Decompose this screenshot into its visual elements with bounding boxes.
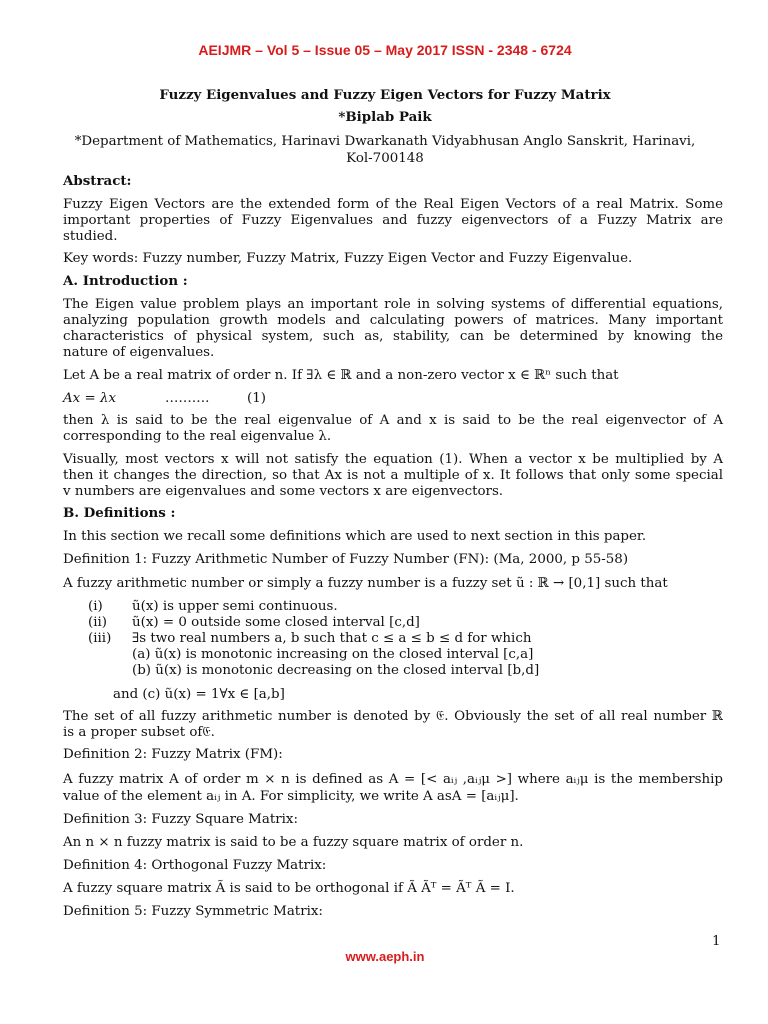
fuzzy-set-text-line: The set of all fuzzy arithmetic number is denoted by 𝔈. Obviously the set of all real number ℝ xyxy=(63,709,723,724)
website-link[interactable]: www.aeph.in xyxy=(345,949,425,964)
intro-paragraph-line: The Eigen value problem plays an important role in solving systems of differential equations, xyxy=(63,297,723,312)
equation-number: (1) xyxy=(247,391,266,406)
definition-4-title: Definition 4: Orthogonal Fuzzy Matrix: xyxy=(63,858,327,873)
list-item-number: (i) xyxy=(88,599,103,614)
list-item-text: ũ(x) = 0 outside some closed interval [c,d] xyxy=(132,615,420,630)
definitions-intro: In this section we recall some definitions which are used to next section in this paper. xyxy=(63,529,647,544)
definition-2-text-line: A fuzzy matrix A of order m × n is defined as A = [< aᵢⱼ ,aᵢⱼμ >] where aᵢⱼμ is the membership xyxy=(63,772,723,787)
abstract-heading: Abstract: xyxy=(63,173,132,189)
definition-3-title: Definition 3: Fuzzy Square Matrix: xyxy=(63,812,298,827)
affiliation-line-2: Kol-700148 xyxy=(346,151,424,166)
definition-1-text: A fuzzy arithmetic number or simply a fuzzy number is a fuzzy set ũ : ℝ → [0,1] such that xyxy=(63,576,668,591)
intro-paragraph-line: Visually, most vectors x will not satisfy the equation (1). When a vector x be multiplied by A xyxy=(63,452,723,467)
intro-paragraph-line: analyzing population growth models and calculating powers of matrices. Many important xyxy=(63,313,723,328)
equation-dots: ………. xyxy=(165,391,210,406)
definitions-heading: B. Definitions : xyxy=(63,505,176,521)
definition-2-text-line: value of the element aᵢⱼ in A. For simplicity, we write A asA = [aᵢⱼμ]. xyxy=(63,789,519,804)
intro-paragraph-line: characteristics of physical system, such as, stability, can be determined by knowing the xyxy=(63,329,723,344)
definition-4-text: A fuzzy square matrix Ã is said to be orthogonal if Ã Ãᵀ = Ãᵀ Ã = I. xyxy=(63,881,515,896)
list-item-c: and (c) ũ(x) = 1∀x ∈ [a,b] xyxy=(113,687,285,702)
definition-5-title: Definition 5: Fuzzy Symmetric Matrix: xyxy=(63,904,323,919)
page-number: 1 xyxy=(712,934,721,949)
list-item-number: (iii) xyxy=(88,631,112,646)
journal-header: AEIJMR – Vol 5 – Issue 05 – May 2017 ISSN - 2348 - 6724 xyxy=(198,42,572,58)
definition-1-title: Definition 1: Fuzzy Arithmetic Number of Fuzzy Number (FN): (Ma, 2000, p 55-58) xyxy=(63,552,629,567)
intro-paragraph-line: nature of eigenvalues. xyxy=(63,345,215,360)
intro-paragraph-line: then λ is said to be the real eigenvalue of A and x is said to be the real eigenvector of A xyxy=(63,413,723,428)
keywords: Key words: Fuzzy number, Fuzzy Matrix, Fuzzy Eigen Vector and Fuzzy Eigenvalue. xyxy=(63,251,633,266)
sub-list-item: (b) ũ(x) is monotonic decreasing on the closed interval [b,d] xyxy=(132,663,540,678)
list-item-number: (ii) xyxy=(88,615,108,630)
intro-paragraph-line: then it changes the direction, so that Ax is not a multiple of x. It follows that only some special xyxy=(63,468,723,483)
affiliation-line-1: *Department of Mathematics, Harinavi Dwarkanath Vidyabhusan Anglo Sanskrit, Harinavi, xyxy=(74,134,696,149)
paper-title: Fuzzy Eigenvalues and Fuzzy Eigen Vectors for Fuzzy Matrix xyxy=(159,87,611,103)
intro-eigen-definition: Let A be a real matrix of order n. If ∃λ ∈ ℝ and a non-zero vector x ∈ ℝⁿ such that xyxy=(63,368,619,383)
abstract-line: important properties of Fuzzy Eigenvalues and fuzzy eigenvectors of a Fuzzy Matrix are xyxy=(63,213,723,228)
intro-paragraph-line: v numbers are eigenvalues and some vectors x are eigenvectors. xyxy=(63,484,504,499)
eigen-equation: Ax = λx xyxy=(63,391,116,406)
sub-list-item: (a) ũ(x) is monotonic increasing on the closed interval [c,a] xyxy=(132,647,534,662)
list-item-text: ∃s two real numbers a, b such that c ≤ a ≤ b ≤ d for which xyxy=(132,631,532,646)
abstract-line: Fuzzy Eigen Vectors are the extended form of the Real Eigen Vectors of a real Matrix. Some xyxy=(63,197,723,212)
definition-3-text: An n × n fuzzy matrix is said to be a fuzzy square matrix of order n. xyxy=(63,835,524,850)
introduction-heading: A. Introduction : xyxy=(63,273,188,289)
definition-2-title: Definition 2: Fuzzy Matrix (FM): xyxy=(63,747,283,762)
intro-paragraph-line: corresponding to the real eigenvalue λ. xyxy=(63,429,332,444)
list-item-text: ũ(x) is upper semi continuous. xyxy=(132,599,338,614)
author-name: *Biplab Paik xyxy=(338,109,432,125)
abstract-line: studied. xyxy=(63,229,118,244)
fuzzy-set-text-line: is a proper subset of𝔈. xyxy=(63,725,215,740)
